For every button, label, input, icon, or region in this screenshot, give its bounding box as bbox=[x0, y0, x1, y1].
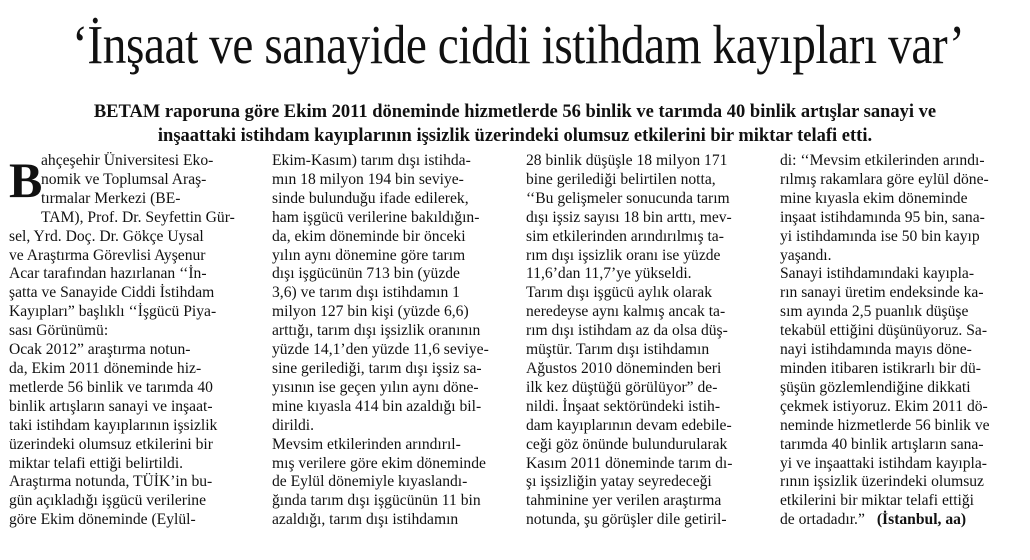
article-line: yaşandı. bbox=[780, 246, 832, 264]
article-line: notunda, şu görüşler dile getiril- bbox=[526, 511, 727, 529]
article-line: miktar telafi ettiği belirtildi. bbox=[9, 454, 184, 472]
article-line: rının işsizlik üzerindeki olumsuz bbox=[780, 473, 984, 491]
article-line: yi ve inşaattaki istihdam kayıpla- bbox=[780, 454, 987, 472]
article-line: tarımda 40 binlik artışların sana- bbox=[780, 435, 984, 453]
article-line: tekabül ettiğini düşünüyoruz. Sa- bbox=[780, 322, 988, 340]
article-line: dışı işsiz sayısı 18 bin arttı, mev- bbox=[526, 208, 732, 226]
article-line: nomik ve Toplumsal Araş- bbox=[41, 170, 207, 188]
drop-cap: B bbox=[9, 152, 43, 208]
article-line: bine gerilediği belirtilen notta, bbox=[526, 170, 716, 188]
article-column-1 bbox=[9, 152, 251, 530]
article-line: sinde bulunduğu ifade edilerek, bbox=[272, 189, 469, 207]
article-line: Acar tarafından hazırlanan ‘‘İn- bbox=[9, 265, 207, 283]
article-line: Tarım dışı işgücü aylık olarak bbox=[526, 284, 712, 302]
article-line: rın sanayi üretim endeksinde ka- bbox=[780, 284, 984, 302]
lead-line: inşaattaki istihdam kayıplarının işsizlik üzerindeki olumsuz etkilerini bir miktar telafi etti. bbox=[157, 126, 873, 146]
article-line: ilk kez düştüğü görülüyor” de- bbox=[526, 378, 718, 396]
article-line: 28 binlik düşüşle 18 milyon 171 bbox=[526, 152, 728, 169]
article-line: rım dışı istihdam az da olsa düş- bbox=[526, 322, 728, 340]
article-line: Kayıpları” başlıklı ‘‘İşgücü Piya- bbox=[9, 303, 217, 321]
article-line: ceği göz önünde bulundurularak bbox=[526, 435, 728, 453]
article-line: ve Araştırma Görevlisi Ayşenur bbox=[9, 246, 206, 264]
article-line: ğında tarım dışı işgücünün 11 bin bbox=[272, 492, 481, 510]
article-line: nayi istihdamında mayıs döne- bbox=[780, 341, 972, 359]
lead-line: BETAM raporuna göre Ekim 2011 döneminde hizmetlerde 56 binlik ve tarımda 40 binlik artışlar sanayi ve bbox=[93, 102, 937, 122]
article-line: şatta ve Sanayide Ciddi İstihdam bbox=[9, 284, 215, 302]
article-line: rılmış rakamlara göre eylül döne- bbox=[780, 170, 989, 188]
article-line: sel, Yrd. Doç. Dr. Gökçe Uysal bbox=[9, 227, 204, 245]
article-line: neredeyse aynı kalmış ancak ta- bbox=[526, 303, 726, 321]
article-line: nildi. İnşaat sektöründeki istih- bbox=[526, 397, 721, 415]
article-line: gün açıkladığı işgücü verilerine bbox=[9, 492, 207, 510]
article-column-2 bbox=[272, 152, 514, 530]
article-line: tırmalar Merkezi (BE- bbox=[41, 189, 181, 207]
article-line-text: de ortadadır.” bbox=[780, 511, 865, 529]
article-line: minden itibaren istikrarlı bir dü- bbox=[780, 359, 981, 377]
article-line: şı işsizliğin yatay seyredeceği bbox=[526, 473, 712, 491]
article-line: yüzde 14,1’den yüzde 11,6 seviye- bbox=[272, 341, 489, 359]
article-line: taki istihdam kayıplarının işsizlik bbox=[9, 416, 218, 434]
article-line: inşaat istihdamında 95 bin, sana- bbox=[780, 208, 985, 226]
article-line: üzerindeki olumsuz etkilerini bir bbox=[9, 435, 213, 453]
headline: ‘İnşaat ve sanayide ciddi istihdam kayıpları var’ bbox=[72, 14, 965, 75]
article-line: Ekim-Kasım) tarım dışı istihda- bbox=[272, 152, 471, 169]
article-line: sim etkilerinden arındırılmış ta- bbox=[526, 227, 724, 245]
news-agency-credit: (İstanbul, aa) bbox=[876, 511, 967, 529]
article-line: sası Görünümü: bbox=[9, 322, 109, 340]
article-line: rım dışı işsizlik oranı ise yüzde bbox=[526, 246, 721, 264]
article-line: de Eylül dönemiyle kıyaslandı- bbox=[272, 473, 468, 491]
article-line: müştür. Tarım dışı istihdamın bbox=[526, 341, 710, 359]
article-line: TAM), Prof. Dr. Seyfettin Gür- bbox=[41, 208, 235, 226]
article-line: ham işgücü verilerine bakıldığın- bbox=[272, 208, 480, 226]
article-line: Mevsim etkilerinden arındırıl- bbox=[272, 435, 461, 453]
article-line: milyon 127 bin kişi (yüzde 6,6) bbox=[272, 303, 469, 321]
article-line: Kasım 2011 döneminde tarım dı- bbox=[526, 454, 733, 472]
article-line bbox=[780, 511, 1022, 530]
article-line: sım ayında 2,5 puanlık düşüşe bbox=[780, 303, 969, 321]
article-line: mış verilere göre ekim döneminde bbox=[272, 454, 486, 472]
article-line: da, Ekim 2011 döneminde hiz- bbox=[9, 359, 202, 377]
article-line: dışı işgücünün 713 bin (yüzde bbox=[272, 265, 460, 283]
article-line: ahçeşehir Üniversitesi Eko- bbox=[41, 152, 214, 169]
article-line: mine kıyasla 414 bin azaldığı bil- bbox=[272, 397, 482, 415]
article-line: Sanayi istihdamındaki kayıpla- bbox=[780, 265, 975, 283]
article-line: yi istihdamında ise 50 bin kayıp bbox=[780, 227, 980, 245]
article-line: Ocak 2012” araştırma notun- bbox=[9, 341, 191, 359]
article-line: 3,6) ve tarım dışı istihdamın 1 bbox=[272, 284, 460, 302]
article-line: göre Ekim döneminde (Eylül- bbox=[9, 511, 196, 529]
article-line: arttığı, tarım dışı işsizlik oranının bbox=[272, 322, 481, 340]
article-line: di: ‘‘Mevsim etkilerinden arındı- bbox=[780, 152, 985, 169]
article-line: dirildi. bbox=[272, 416, 315, 434]
article-line: etkilerini bir miktar telafi ettiği bbox=[780, 492, 974, 510]
article-line: Araştırma notunda, TÜİK’in bu- bbox=[9, 473, 213, 491]
article-line: sine gerilediği, tarım dışı işsiz sa- bbox=[272, 359, 482, 377]
article-line: dam kayıplarının devam edebile- bbox=[526, 416, 732, 434]
article-line: tahminine yer verilen araştırma bbox=[526, 492, 722, 510]
article-line: Ağustos 2010 döneminden beri bbox=[526, 359, 722, 377]
article-line: metlerde 56 binlik ve tarımda 40 bbox=[9, 378, 213, 396]
article-line: mın 18 milyon 194 bin seviye- bbox=[272, 170, 464, 188]
article-line: mine kıyasla ekim döneminde bbox=[780, 189, 968, 207]
article-line: 11,6’dan 11,7’ye yükseldi. bbox=[526, 265, 692, 283]
article-line: binlik artışların sanayi ve inşaat- bbox=[9, 397, 213, 415]
article-column-4 bbox=[780, 152, 1022, 530]
article-line: şüşün gözlemlendiğine dikkati bbox=[780, 378, 971, 396]
article-line: yılın aynı dönemine göre tarım bbox=[272, 246, 466, 264]
article-line: yısının ise geçen yılın aynı döne- bbox=[272, 378, 479, 396]
article-line: azaldığı, tarım dışı istihdamın bbox=[272, 511, 459, 529]
lead-paragraph bbox=[0, 100, 1030, 148]
article-line: çekmek istiyoruz. Ekim 2011 dö- bbox=[780, 397, 988, 415]
article-line: da, ekim döneminde bir önceki bbox=[272, 227, 466, 245]
article-line: ‘‘Bu gelişmeler sonucunda tarım bbox=[526, 189, 730, 207]
article-line: neminde hizmetlerde 56 binlik ve bbox=[780, 416, 990, 434]
article-column-3 bbox=[526, 152, 768, 530]
